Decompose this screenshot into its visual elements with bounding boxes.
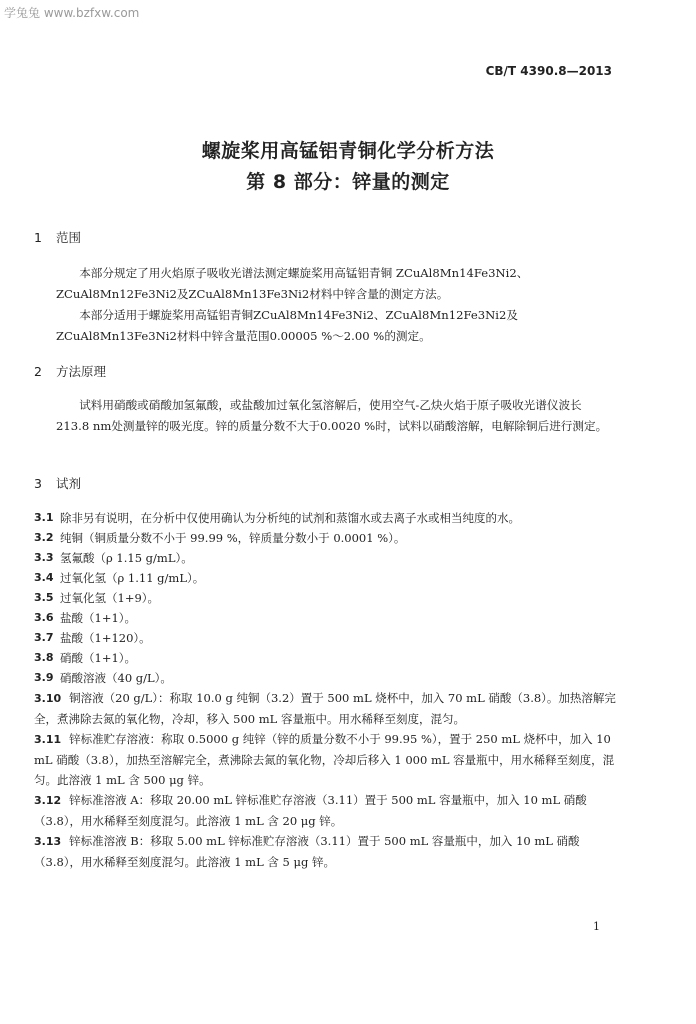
item-text: 锌标准贮存溶液：称取 0.5000 g 纯锌（锌的质量分数不小于 99.95 %），置于 250 mL 烧杯中，加入 10 mL 硝酸（3.8），加热至溶解完全，煮沸除去氮的氧化物，冷却后移入 1 000 mL 容量瓶中，用水稀释至刻度，混匀。此溶液 1 mL 含 500 μg 锌。 [34, 732, 615, 787]
scope-text [56, 263, 612, 347]
section-heading-scope [34, 228, 81, 246]
item-number: 3.4 [34, 571, 54, 584]
list-item [34, 688, 622, 729]
section-heading-reagents [34, 474, 81, 492]
list-item [34, 608, 622, 628]
list-item [34, 648, 622, 668]
item-text: 盐酸（1+120）。 [60, 631, 151, 645]
item-number: 3.6 [34, 611, 54, 624]
section-title: 试剂 [55, 476, 81, 491]
item-text: 过氧化氢（1+9）。 [60, 591, 160, 605]
list-item [34, 548, 622, 568]
section-heading-principle [34, 362, 106, 380]
list-item [34, 729, 622, 790]
item-number: 3.7 [34, 631, 54, 644]
item-text: 硝酸（1+1）。 [60, 651, 137, 665]
item-number: 3.1 [34, 511, 54, 524]
scope-paragraph: 本部分规定了用火焰原子吸收光谱法测定螺旋桨用高锰铝青铜 ZCuAl8Mn14Fe3Ni2、ZCuAl8Mn12Fe3Ni2及ZCuAl8Mn13Fe3Ni2材料中锌含量的测定方法。 [56, 266, 529, 301]
item-text: 锌标准溶液 B：移取 5.00 mL 锌标准贮存溶液（3.11）置于 500 mL 容量瓶中，加入 10 mL 硝酸（3.8），用水稀释至刻度混匀。此溶液 1 mL 含 5 μg 锌。 [34, 834, 580, 869]
document-subtitle: 第 8 部分：锌量的测定 [246, 171, 450, 193]
principle-text [56, 395, 612, 437]
list-item [34, 568, 622, 588]
item-text: 锌标准溶液 A：移取 20.00 mL 锌标准贮存溶液（3.11）置于 500 mL 容量瓶中，加入 10 mL 硝酸（3.8），用水稀释至刻度混匀。此溶液 1 mL 含 20 μg 锌。 [34, 793, 587, 828]
item-number: 3.5 [34, 591, 54, 604]
watermark: 学兔兔 www.bzfxw.com [4, 6, 140, 20]
item-text: 铜溶液（20 g/L）：称取 10.0 g 纯铜（3.2）置于 500 mL 烧杯中，加入 70 mL 硝酸（3.8）。加热溶解完全，煮沸除去氮的氧化物，冷却，移入 500 mL 容量瓶中。用水稀释至刻度，混匀。 [34, 691, 616, 726]
item-text: 硝酸溶液（40 g/L）。 [60, 671, 172, 685]
item-text: 除非另有说明，在分析中仅使用确认为分析纯的试剂和蒸馏水或去离子水或相当纯度的水。 [60, 511, 520, 525]
item-number: 3.3 [34, 551, 54, 564]
item-text: 盐酸（1+1）。 [60, 611, 137, 625]
item-number: 3.12 [34, 794, 62, 807]
principle-paragraph: 试料用硝酸或硝酸加氢氟酸，或盐酸加过氧化氢溶解后，使用空气-乙炔火焰于原子吸收光谱仪波长213.8 nm处测量锌的吸光度。锌的质量分数不大于0.0020 %时，试料以硝酸溶解，电解除铜后进行测定。 [56, 398, 608, 433]
section-number: 3 [34, 476, 42, 491]
list-item [34, 508, 622, 528]
item-number: 3.2 [34, 531, 54, 544]
reagent-list [34, 508, 622, 872]
list-item [34, 831, 622, 872]
page-number: 1 [593, 920, 600, 933]
section-number: 2 [34, 364, 42, 379]
list-item [34, 588, 622, 608]
item-number: 3.11 [34, 733, 62, 746]
section-title: 范围 [55, 230, 81, 245]
list-item [34, 628, 622, 648]
list-item [34, 790, 622, 831]
scope-paragraph: 本部分适用于螺旋桨用高锰铝青铜ZCuAl8Mn14Fe3Ni2、ZCuAl8Mn12Fe3Ni2及ZCuAl8Mn13Fe3Ni2材料中锌含量范围0.00005 %～2.00 %的测定。 [56, 308, 518, 343]
document-title: 螺旋桨用高锰铝青铜化学分析方法 [201, 140, 495, 162]
item-number: 3.10 [34, 692, 62, 705]
item-number: 3.9 [34, 671, 54, 684]
item-number: 3.13 [34, 835, 62, 848]
item-number: 3.8 [34, 651, 54, 664]
section-number: 1 [34, 230, 42, 245]
standard-number: CB/T 4390.8—2013 [485, 64, 612, 78]
list-item [34, 668, 622, 688]
section-title: 方法原理 [55, 364, 106, 379]
item-text: 氢氟酸（ρ 1.15 g/mL）。 [60, 551, 193, 565]
item-text: 过氧化氢（ρ 1.11 g/mL）。 [60, 571, 205, 585]
list-item [34, 528, 622, 548]
item-text: 纯铜（铜质量分数不小于 99.99 %，锌质量分数小于 0.0001 %）。 [60, 531, 406, 545]
